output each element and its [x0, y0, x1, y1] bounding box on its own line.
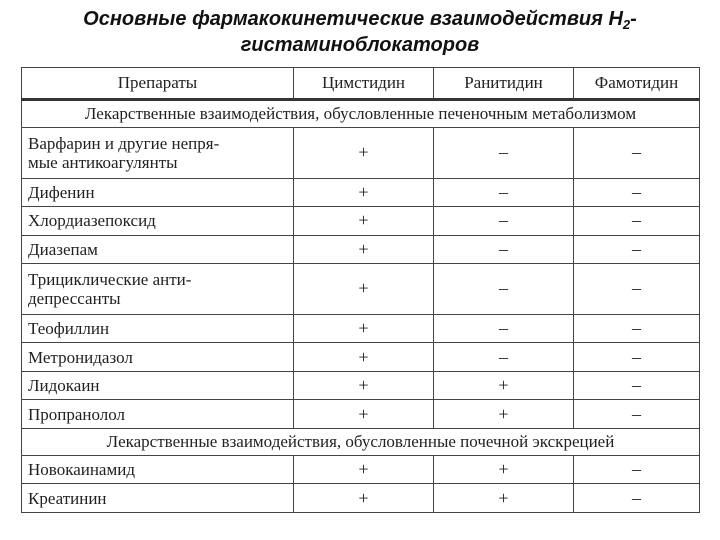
table-row [22, 178, 700, 207]
famotidine-mark: – [574, 371, 700, 400]
cimetidine-mark: + [294, 264, 434, 315]
interactions-table [21, 67, 700, 513]
famotidine-mark: – [574, 264, 700, 315]
drug-cell [22, 314, 294, 343]
famotidine-mark: – [574, 128, 700, 179]
drug-name-line1: Трициклические анти- [28, 269, 192, 289]
header-famotidine: Фамотидин [574, 68, 700, 100]
famotidine-mark: – [574, 400, 700, 429]
drug-cell [22, 484, 294, 513]
famotidine-mark: – [574, 343, 700, 372]
ranitidine-mark: – [434, 343, 574, 372]
ranitidine-mark: – [434, 314, 574, 343]
cimetidine-mark: + [294, 484, 434, 513]
ranitidine-mark: + [434, 455, 574, 484]
famotidine-mark: – [574, 484, 700, 513]
drug-name-line1: Диазепам [28, 239, 98, 259]
famotidine-mark: – [574, 178, 700, 207]
table-row [22, 235, 700, 264]
title-line1: Основные фармакокинетические взаимодействия Н [83, 8, 623, 30]
table-header-row [22, 68, 700, 100]
drug-name-line2: депрессанты [28, 288, 121, 308]
drug-cell [22, 235, 294, 264]
cimetidine-mark: + [294, 400, 434, 429]
ranitidine-mark: – [434, 235, 574, 264]
drug-name-line1: Пропранолол [28, 404, 126, 424]
table-row [22, 314, 700, 343]
table-row [22, 455, 700, 484]
drug-name-line1: Новокаинамид [28, 460, 135, 480]
table-row [22, 400, 700, 429]
section-renal: Лекарственные взаимодействия, обусловленные почечной экскрецией [22, 428, 700, 455]
drug-name-line1: Дифенин [28, 182, 95, 202]
ranitidine-mark: + [434, 484, 574, 513]
drug-cell [22, 207, 294, 236]
header-ranitidine: Ранитидин [434, 68, 574, 100]
famotidine-mark: – [574, 207, 700, 236]
section-hepatic: Лекарственные взаимодействия, обусловленные печеночным метаболизмом [22, 100, 700, 128]
table-row [22, 484, 700, 513]
title-line1-end: - [630, 8, 637, 30]
drug-name-line1: Креатинин [28, 488, 107, 508]
famotidine-mark: – [574, 235, 700, 264]
table-row [22, 343, 700, 372]
ranitidine-mark: – [434, 207, 574, 236]
drug-name-line1: Хлордиазепоксид [28, 211, 156, 231]
table-row [22, 264, 700, 315]
table-body [22, 100, 700, 513]
drug-cell [22, 400, 294, 429]
drug-cell [22, 455, 294, 484]
drug-cell [22, 264, 294, 315]
table-row [22, 207, 700, 236]
drug-name-line2: мые антикоагулянты [28, 152, 178, 172]
cimetidine-mark: + [294, 314, 434, 343]
ranitidine-mark: – [434, 264, 574, 315]
famotidine-mark: – [574, 314, 700, 343]
ranitidine-mark: + [434, 400, 574, 429]
title-line2: гистаминоблокаторов [240, 34, 480, 56]
page-title [0, 6, 720, 58]
title-subscript: 2 [622, 17, 631, 32]
drug-cell [22, 178, 294, 207]
table-row [22, 371, 700, 400]
cimetidine-mark: + [294, 455, 434, 484]
cimetidine-mark: + [294, 128, 434, 179]
drug-cell [22, 371, 294, 400]
table-row [22, 128, 700, 179]
ranitidine-mark: + [434, 371, 574, 400]
drug-cell [22, 128, 294, 179]
cimetidine-mark: + [294, 371, 434, 400]
section-row [22, 428, 700, 455]
header-cimetidine: Цимстидин [294, 68, 434, 100]
ranitidine-mark: – [434, 178, 574, 207]
ranitidine-mark: – [434, 128, 574, 179]
famotidine-mark: – [574, 455, 700, 484]
header-drugs: Препараты [22, 68, 294, 100]
drug-cell [22, 343, 294, 372]
cimetidine-mark: + [294, 178, 434, 207]
cimetidine-mark: + [294, 235, 434, 264]
cimetidine-mark: + [294, 207, 434, 236]
cimetidine-mark: + [294, 343, 434, 372]
section-row [22, 100, 700, 128]
drug-name-line1: Теофиллин [28, 319, 110, 339]
drug-name-line1: Метронидазол [28, 347, 133, 367]
drug-name-line1: Варфарин и другие непря- [28, 133, 220, 153]
drug-name-line1: Лидокаин [28, 376, 100, 396]
